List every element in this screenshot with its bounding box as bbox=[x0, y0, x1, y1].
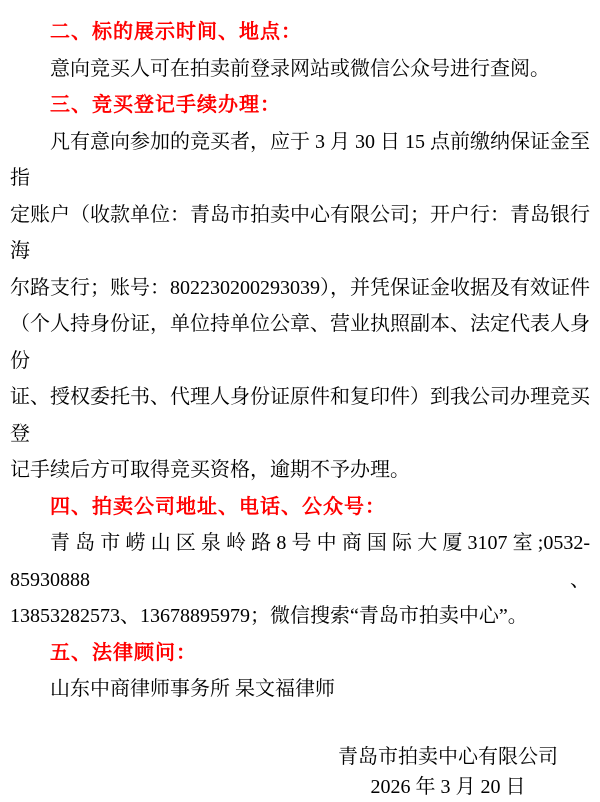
paragraph-line: （个人持身份证，单位持单位公章、营业执照副本、法定代表人身份 bbox=[10, 313, 590, 372]
paragraph-line: 13853282573、13678895979；微信搜索“青岛市拍卖中心”。 bbox=[10, 605, 528, 627]
paragraph-line: 凡有意向参加的竞买者，应于 3 月 30 日 15 点前缴纳保证金至指 bbox=[10, 130, 590, 189]
paragraph-line: 定账户（收款单位：青岛市拍卖中心有限公司；开户行：青岛银行海 bbox=[10, 203, 590, 262]
paragraph-line: 山东中商律师事务所 杲文福律师 bbox=[50, 678, 335, 700]
paragraph-line: 证、授权委托书、代理人身份证原件和复印件）到我公司办理竞买登 bbox=[10, 386, 590, 445]
signature-company-name: 青岛市拍卖中心有限公司 bbox=[338, 745, 558, 768]
section-heading: 三、竞买登记手续办理： bbox=[50, 94, 281, 116]
signature-date: 2026 年 3 月 20 日 bbox=[370, 775, 526, 798]
section-heading: 五、法律顾问： bbox=[50, 641, 197, 664]
signature-block bbox=[0, 742, 600, 802]
signature-inner bbox=[338, 742, 558, 802]
paragraph-line: 意向竞买人可在拍卖前登录网站或微信公众号进行查阅。 bbox=[50, 57, 550, 80]
paragraph-line: 记手续后方可取得竞买资格，逾期不予办理。 bbox=[10, 459, 410, 481]
section-heading: 四、拍卖公司地址、电话、公众号： bbox=[50, 495, 386, 518]
section-heading: 二、标的展示时间、地点： bbox=[50, 21, 302, 43]
paragraph-line: 尔路支行；账号：802230200293039），并凭保证金收据及有效证件 bbox=[10, 276, 590, 299]
paragraph-line: 青岛市崂山区泉岭路8号中商国际大厦3107室;0532-85930888、 bbox=[10, 532, 590, 591]
